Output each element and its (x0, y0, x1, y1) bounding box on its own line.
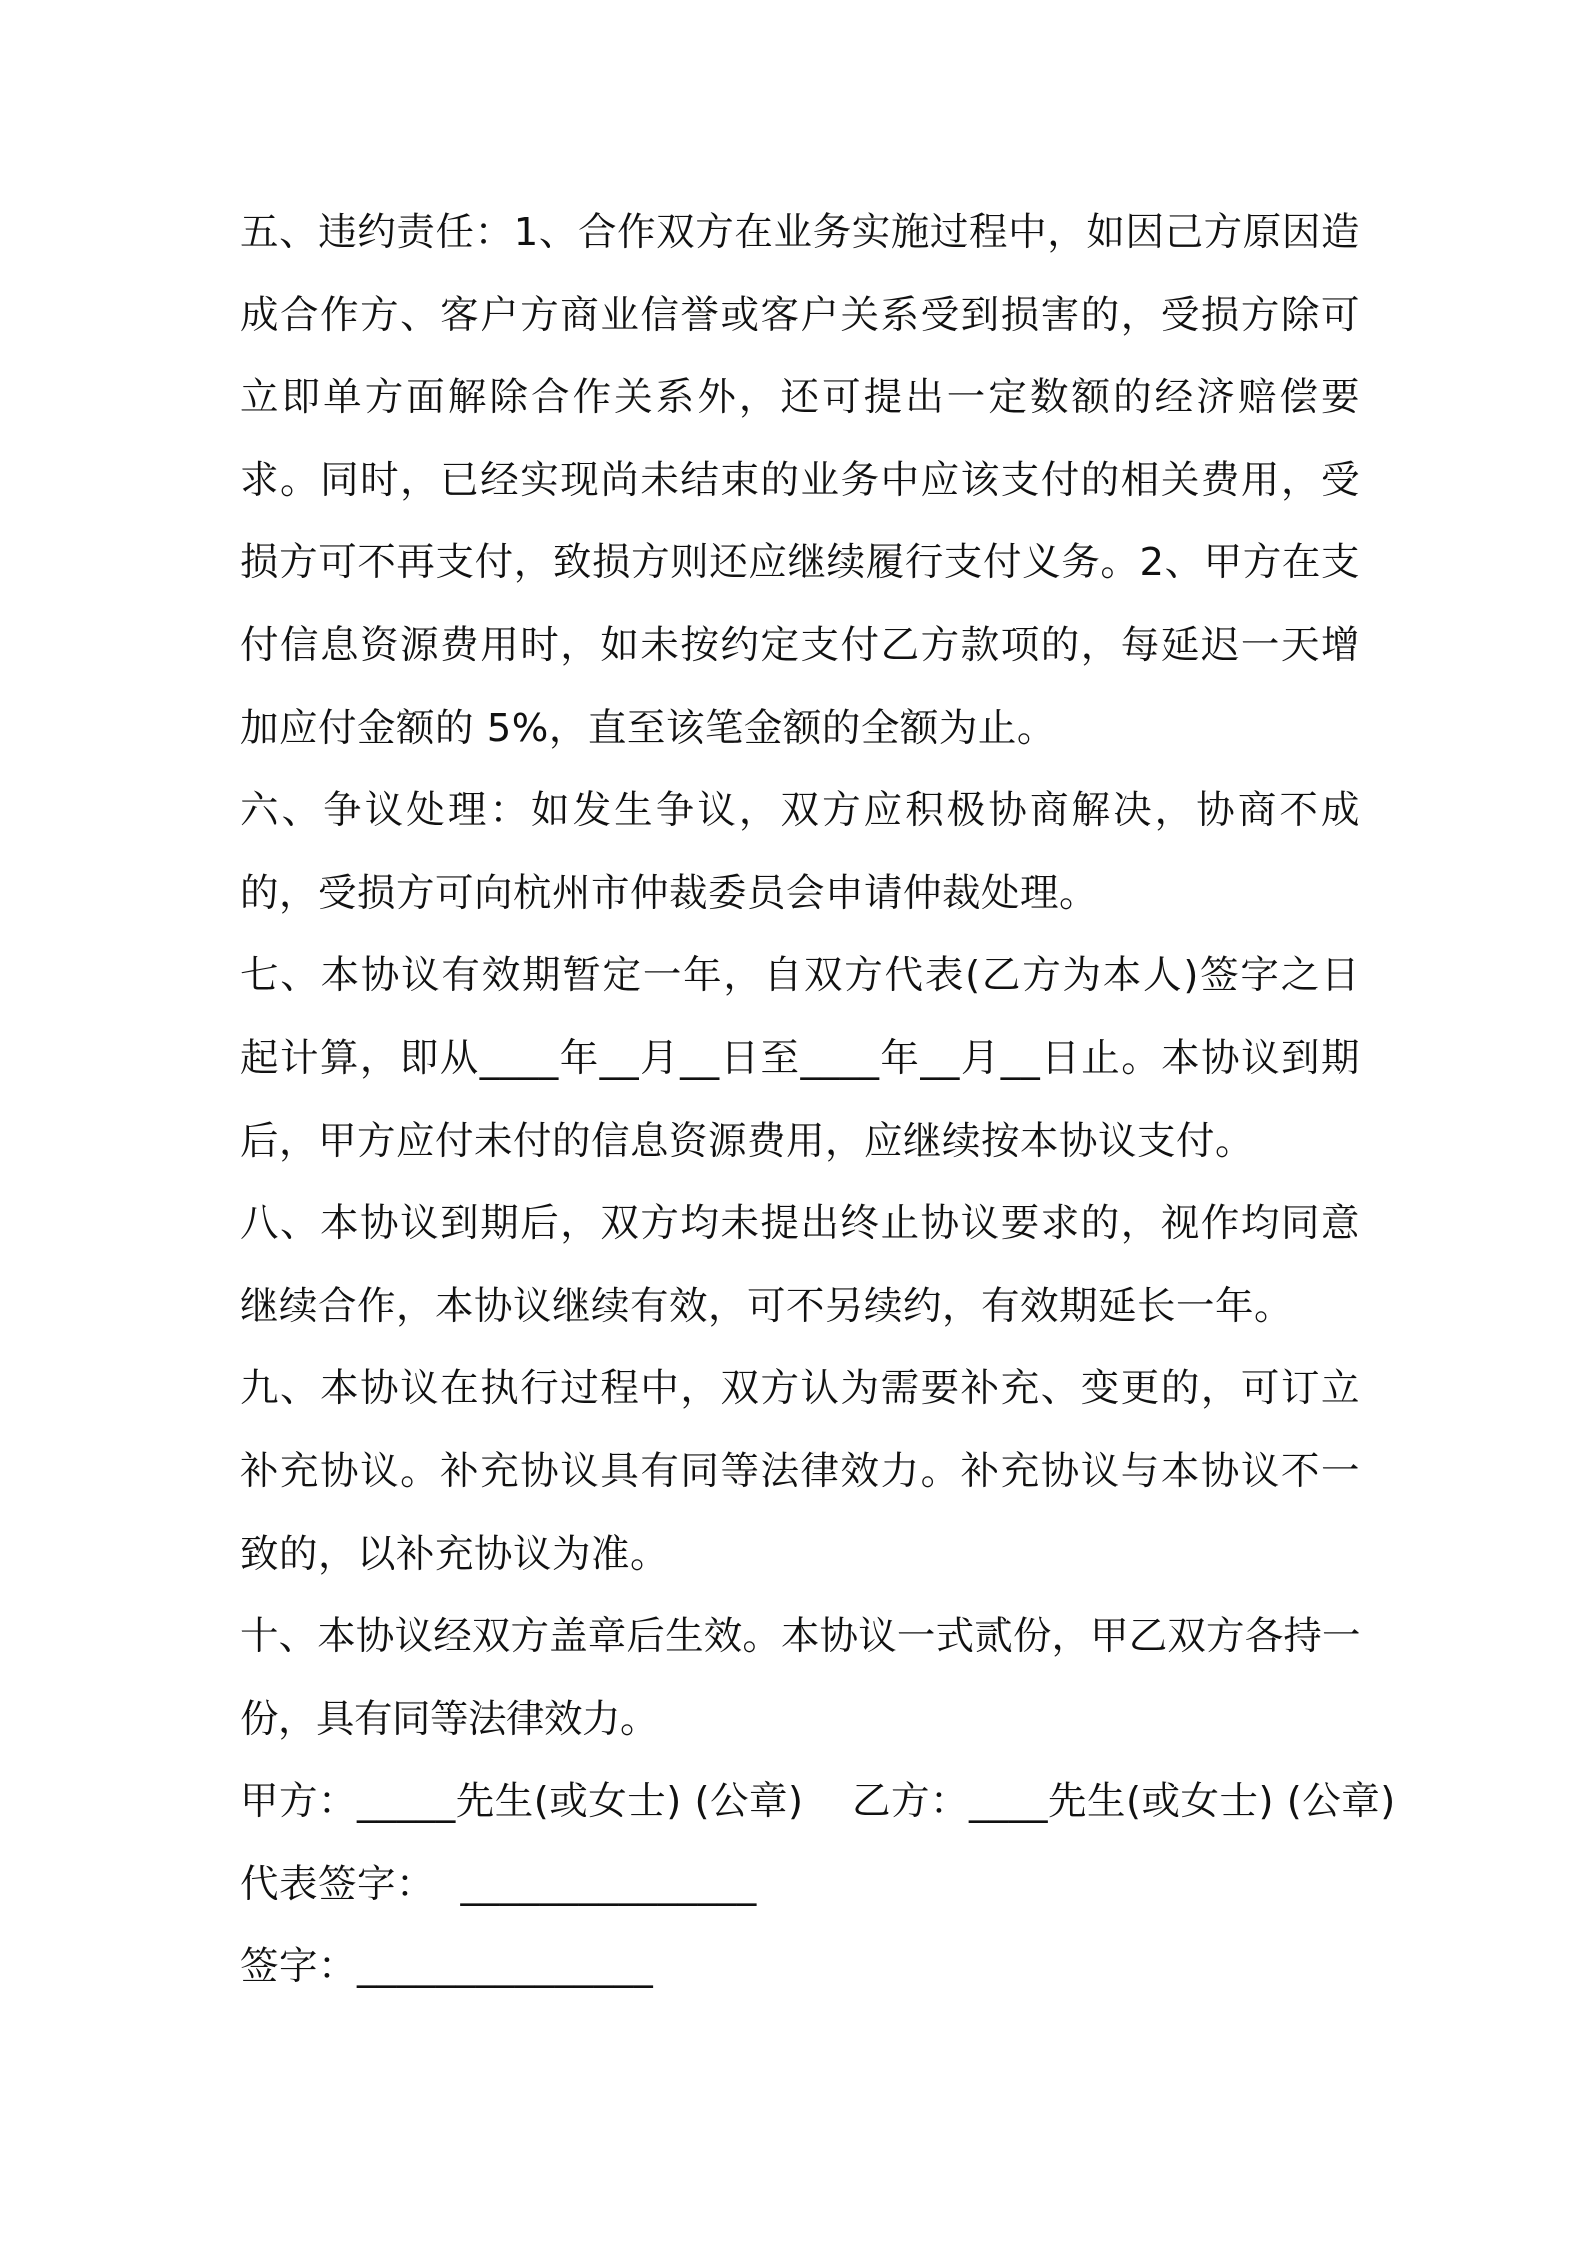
signature-row (240, 1926, 1360, 2009)
representative-signature-row (240, 1844, 1360, 1927)
party-a-signature-line: 甲方：_____先生(或女士) (公章) (240, 1779, 804, 1825)
clause-breach-liability: 五、违约责任：1、合作双方在业务实施过程中，如因己方原因造成合作方、客户方商业信誉或客户关系受到损害的，受损方除可立即单方面解除合作关系外，还可提出一定数额的经济赔偿要求。同时，已经实现尚未结束的业务中应该支付的相关费用，受损方可不再支付，致损方则还应继续履行支付义务。2、甲方在支付信息资源费用时，如未按约定支付乙方款项的，每延迟一天增加应付金额的 5%，直至该笔金额的全额为止。 (240, 210, 1360, 751)
clause-dispute-resolution: 六、争议处理：如发生争议，双方应积极协商解决，协商不成的，受损方可向杭州市仲裁委员会申请仲裁处理。 (240, 788, 1360, 916)
representative-signature-line: 代表签字： _______________ (240, 1861, 757, 1907)
signature-parties-row (240, 1761, 1396, 1844)
agreement-page (240, 192, 1396, 2009)
clause-expiry-renewal: 八、本协议到期后，双方均未提出终止协议要求的，视作均同意继续合作，本协议继续有效，可不另续约，有效期延长一年。 (240, 1201, 1360, 1329)
party-b-signature-line: 乙方：____先生(或女士) (公章) (852, 1779, 1396, 1825)
signature-line: 签字：_______________ (240, 1944, 654, 1990)
clause-validity-period: 七、本协议有效期暂定一年，自双方代表(乙方为本人)签字之日起计算，即从____年__月__日至____年__月__日止。本协议到期后，甲方应付未付的信息资源费用，应继续按本协议支付。 (240, 953, 1360, 1164)
clause-effectiveness: 十、本协议经双方盖章后生效。本协议一式贰份，甲乙双方各持一份，具有同等法律效力。 (240, 1614, 1360, 1742)
clause-supplementary-agreement: 九、本协议在执行过程中，双方认为需要补充、变更的，可订立补充协议。补充协议具有同等法律效力。补充协议与本协议不一致的，以补充协议为准。 (240, 1366, 1360, 1577)
